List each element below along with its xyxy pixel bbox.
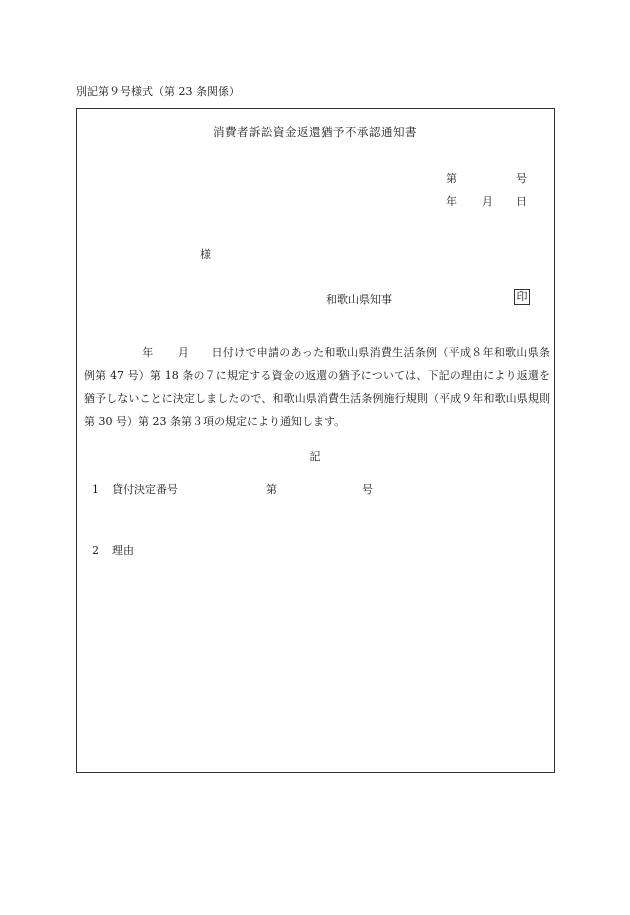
item-2-label: 理由 [112,544,134,557]
document-title: 消費者訴訟資金返還猶予不承認通知書 [213,125,417,139]
item-1-label: 貸付決定番号 [112,483,178,496]
document-number-suffix: 号 [516,172,527,185]
seal-mark: 印 [514,289,530,305]
document-number-prefix: 第 [446,172,457,185]
item-1-number-prefix: 第 [266,483,277,496]
issuer-name: 和歌山県知事 [326,293,392,306]
notice-body [84,341,550,433]
addressee-honorific: 様 [200,248,211,261]
ki-heading: 記 [309,450,321,463]
item-1-number: 1 [92,483,99,496]
item-2-number: 2 [92,544,99,557]
body-text: 日付けで申請のあった和歌山県消費生活条例（平成８年和歌山県条例第 47 号）第 18 条の７に規定する資金の返還の猶予については、下記の理由により返還を猶予しないことに決定しましたので、和歌山県消費生活条例施行規則（平成９年和歌山県規則第 30 号）第 23 条第３項の規定により通知します。 [84,346,551,428]
date-year-label: 年 [446,195,457,208]
body-year-label: 年 [142,346,154,359]
item-1-number-suffix: 号 [362,483,373,496]
body-month-label: 月 [177,346,190,359]
date-day-label: 日 [516,195,527,208]
form-caption: 別記第９号様式（第 23 条関係） [76,85,240,98]
date-month-label: 月 [482,195,493,208]
